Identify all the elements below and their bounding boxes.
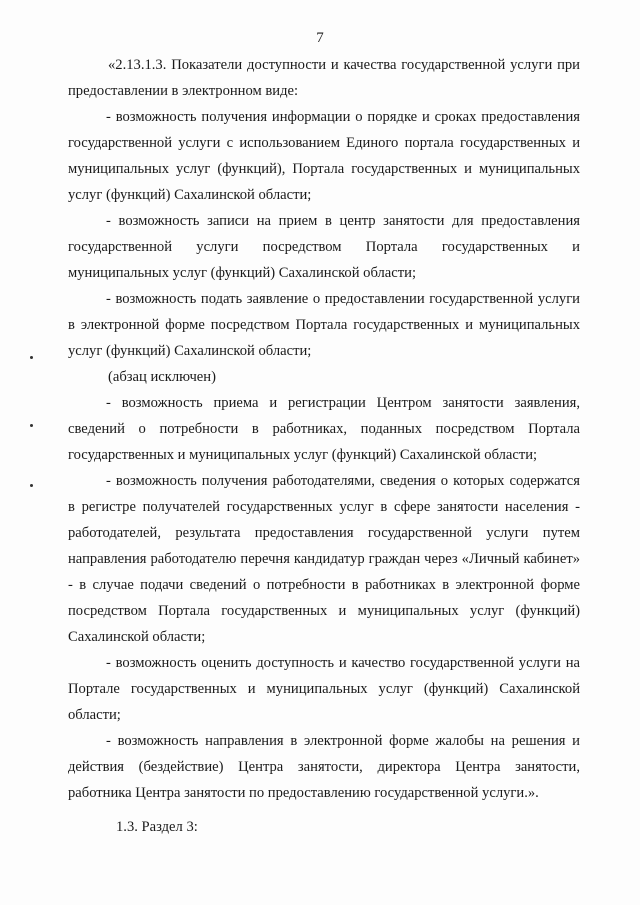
section-heading: 1.3. Раздел 3: [116, 819, 198, 835]
paragraph-item: - возможность подать заявление о предоставлении государственной услуги в электронной форме посредством Портала государственных и муниципальных услуг (функций) Сахалинской области; [68, 291, 580, 359]
paragraph-heading: «2.13.1.3. Показатели доступности и качества государственной услуги при предоставлении в электронном виде: [68, 57, 580, 99]
scan-mark [30, 356, 33, 359]
page-number: 7 [316, 30, 324, 46]
paragraph-item: - возможность получения информации о порядке и сроках предоставления государственной услуги с использованием Единого портала государственных и муниципальных услуг (функций), Портала государственных и муниципальных услуг (функций) Сахалинской области; [68, 109, 580, 203]
paragraph-item: - возможность приема и регистрации Центром занятости заявления, сведений о потребности в работниках, поданных посредством Портала государственных и муниципальных услуг (функций) Сахалинской области; [68, 395, 580, 463]
paragraph-item: - возможность записи на прием в центр занятости для предоставления государственной услуги посредством Портала государственных и муниципальных услуг (функций) Сахалинской области; [68, 213, 580, 281]
scan-mark [30, 424, 33, 427]
paragraph-item: - возможность оценить доступность и качество государственной услуги на Портале государственных и муниципальных услуг (функций) Сахалинской области; [68, 655, 580, 723]
scan-mark [30, 484, 33, 487]
document-body [68, 52, 580, 840]
paragraph-excluded: (абзац исключен) [108, 369, 216, 385]
paragraph-item: - возможность направления в электронной форме жалобы на решения и действия (бездействие) Центра занятости, директора Центра занятости, работника Центра занятости по предоставлению государственной услуги.». [68, 733, 580, 801]
paragraph-item: - возможность получения работодателями, сведения о которых содержатся в регистре получателей государственных услуг в сфере занятости населения - работодателей, результата предоставления государственной услуги путем направления работодателю перечня кандидатур граждан через «Личный кабинет» - в случае подачи сведений о потребности в работниках в электронной форме посредством Портала государственных и муниципальных услуг (функций) Сахалинской области; [68, 473, 580, 645]
